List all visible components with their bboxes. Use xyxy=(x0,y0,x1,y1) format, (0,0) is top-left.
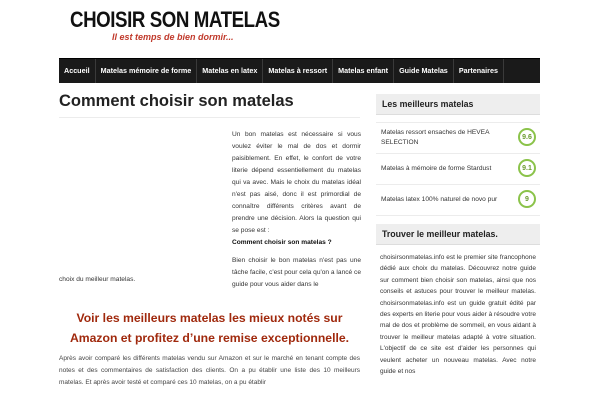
intro-paragraph-tail: choix du meilleur matelas. xyxy=(59,276,136,283)
intro-image xyxy=(59,126,225,286)
intro-paragraph: Un bon matelas est nécessaire si vous voulez éviter le mal de dos et dormir paisiblement. En effet, le confort de votre literie dépend essentiellement du matelas qui va avec. Mais le choix du matelas idéal n'est pas aisé, donc il est primordial de connaître différents critères avant de prendre une décision. Alors la question qui se pose est : xyxy=(232,131,361,234)
widget-title-find-mattress: Trouver le meilleur matelas. xyxy=(376,224,540,245)
nav-item-ressort[interactable]: Matelas à ressort xyxy=(263,59,333,83)
body-paragraph: Après avoir comparé les différents matelas vendu sur Amazon et sur le marché en tenant compte des notes et des commentaires de satisfaction des clients. On a pu établir une liste des 10 meilleurs matelas. Et après avoir testé et comparé ces 10 matelas, on a pu établir xyxy=(59,355,360,386)
widget-text xyxy=(376,252,540,377)
site-header xyxy=(0,0,600,55)
ranking-item-label[interactable]: Matelas à mémoire de forme Stardust xyxy=(381,165,492,172)
ranking-item-label[interactable]: Matelas latex 100% naturel de novo pur xyxy=(381,196,498,203)
main-content xyxy=(59,90,360,389)
widget-find-mattress xyxy=(376,224,540,377)
nav-item-partenaires[interactable]: Partenaires xyxy=(454,59,504,83)
amazon-promo-link[interactable]: Voir les meilleurs matelas les mieux notés sur Amazon et profitez d’une remise exceptionnelle. xyxy=(69,311,350,345)
site-title[interactable]: CHOISIR SON MATELAS xyxy=(70,7,280,32)
main-nav xyxy=(59,58,540,83)
ranking-list xyxy=(376,122,540,216)
site-tagline: Il est temps de bien dormir... xyxy=(112,32,234,42)
score-badge: 9.1 xyxy=(518,159,536,177)
ranking-item[interactable] xyxy=(376,154,540,185)
nav-item-memoire-de-forme[interactable]: Matelas mémoire de forme xyxy=(96,59,198,83)
ranking-item[interactable] xyxy=(376,185,540,216)
intro-text xyxy=(232,129,361,291)
page-title: Comment choisir son matelas xyxy=(59,90,360,118)
body-text xyxy=(59,353,360,389)
ranking-item-label[interactable]: Matelas ressort ensaches de HEVEA SELECTION xyxy=(381,129,490,146)
nav-item-guide[interactable]: Guide Matelas xyxy=(394,59,454,83)
intro-paragraph-2: Bien choisir le bon matelas n'est pas une tâche facile, c'est pour cela qu'on a lancé ce guide pour vous aider dans le xyxy=(232,257,361,288)
nav-item-latex[interactable]: Matelas en latex xyxy=(197,59,263,83)
nav-item-accueil[interactable]: Accueil xyxy=(59,59,96,83)
nav-item-enfant[interactable]: Matelas enfant xyxy=(333,59,394,83)
intro-section xyxy=(59,126,360,304)
site-logo[interactable] xyxy=(70,8,317,42)
sidebar xyxy=(376,94,540,377)
score-badge: 9 xyxy=(518,190,536,208)
ranking-item[interactable] xyxy=(376,122,540,154)
intro-question: Comment choisir son matelas ? xyxy=(232,239,332,246)
score-badge: 9.6 xyxy=(518,128,536,146)
widget-paragraph: choisirsonmatelas.info est le premier site francophone dédié aux choix du matelas. Découvrez notre guide sur comment bien choisir son matelas, ainsi que nos conseils et astuces pour trouver le meilleur matelas. choisirsonmatelas.info est un guide gratuit édité par des experts en literie pour vous aider à résoudre votre mal de dos et problème de sommeil, en vous aidant à trouver le meilleur matelas adapté à votre situation. L'objectif de ce site est d'aider les personnes qui veulent acheter un nouveau matelas. Avec notre guide et nos xyxy=(380,254,536,376)
widget-title-best-mattresses: Les meilleurs matelas xyxy=(376,94,540,115)
